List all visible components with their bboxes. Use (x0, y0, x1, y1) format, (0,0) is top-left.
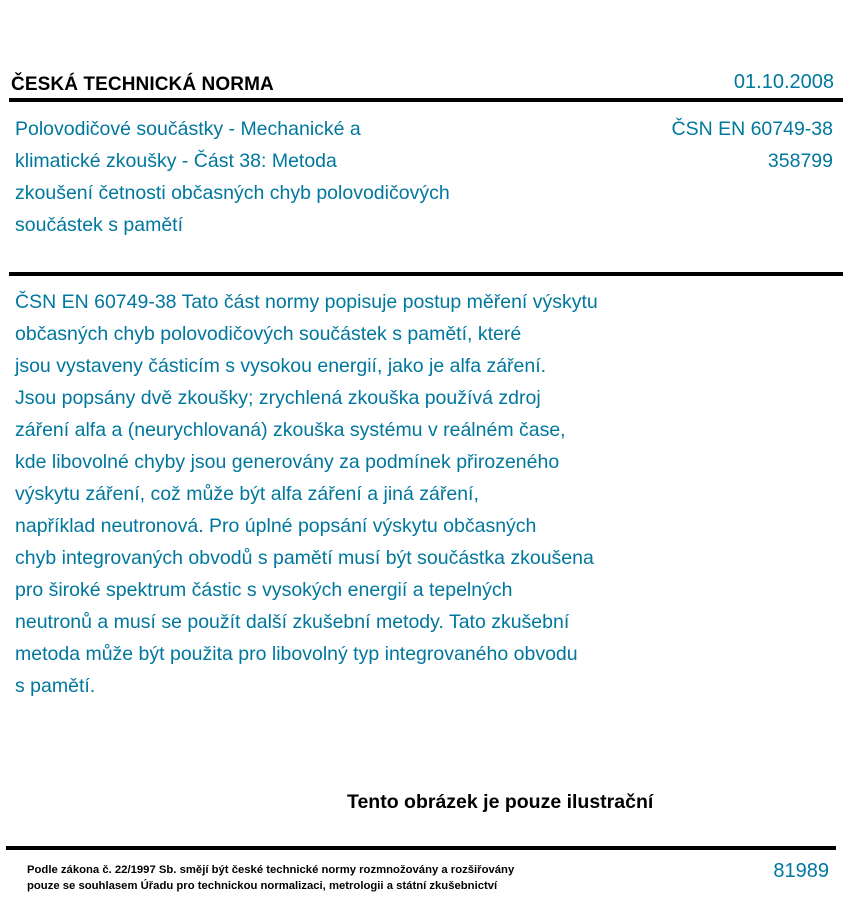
standard-title-line: klimatické zkoušky - Část 38: Metoda (15, 150, 337, 172)
abstract-line: například neutronová. Pro úplné popsání výskytu občasných (15, 515, 537, 537)
title-divider (9, 272, 843, 276)
copyright-notice (27, 862, 514, 894)
standard-title (15, 113, 535, 241)
abstract-line: záření alfa a (neurychlovaná) zkouška systému v reálném čase, (15, 419, 566, 441)
header-divider (9, 98, 843, 102)
abstract-line: občasných chyb polovodičových součástek s pamětí, které (15, 323, 522, 345)
publication-date: 01.10.2008 (733, 71, 834, 93)
abstract-line: s pamětí. (15, 675, 96, 697)
illustration-note: Tento obrázek je pouze ilustrační (347, 791, 654, 813)
abstract-line: kde libovolné chyby jsou generovány za podmínek přirozeného (15, 451, 560, 473)
footer-divider (6, 846, 836, 850)
abstract-line: výskytu záření, což může být alfa záření a jiná záření, (15, 483, 479, 505)
abstract-line: chyb integrovaných obvodů s pamětí musí být součástka zkoušena (15, 547, 594, 569)
standard-title-line: součástek s pamětí (15, 214, 183, 236)
standard-title-line: zkoušení četnosti občasných chyb polovodičových (15, 182, 450, 204)
copyright-notice-line: Podle zákona č. 22/1997 Sb. smějí být české technické normy rozmnožovány a rozšiřovány (27, 864, 515, 876)
document-number: 81989 (773, 860, 829, 882)
copyright-notice-line: pouze se souhlasem Úřadu pro technickou normalizaci, metrologii a státní zkušebnictví (27, 880, 498, 892)
abstract-line: metoda může být použita pro libovolný typ integrovaného obvodu (15, 643, 578, 665)
abstract-line: neutronů a musí se použít další zkušební metody. Tato zkušební (15, 611, 570, 633)
standard-title-line: Polovodičové součástky - Mechanické a (15, 118, 361, 140)
standard-code: ČSN EN 60749-38 (671, 118, 833, 140)
abstract-line: pro široké spektrum částic s vysokých energií a tepelných (15, 579, 513, 601)
document-header-title: ČESKÁ TECHNICKÁ NORMA (11, 74, 274, 95)
standard-identifiers (671, 113, 833, 177)
abstract-line: Jsou popsány dvě zkoušky; zrychlená zkouška používá zdroj (15, 387, 541, 409)
class-number: 358799 (767, 150, 833, 172)
abstract-line: ČSN EN 60749-38 Tato část normy popisuje postup měření výskytu (15, 291, 598, 313)
abstract-line: jsou vystaveny částicím s vysokou energií, jako je alfa záření. (15, 355, 547, 377)
abstract-text (15, 286, 695, 702)
